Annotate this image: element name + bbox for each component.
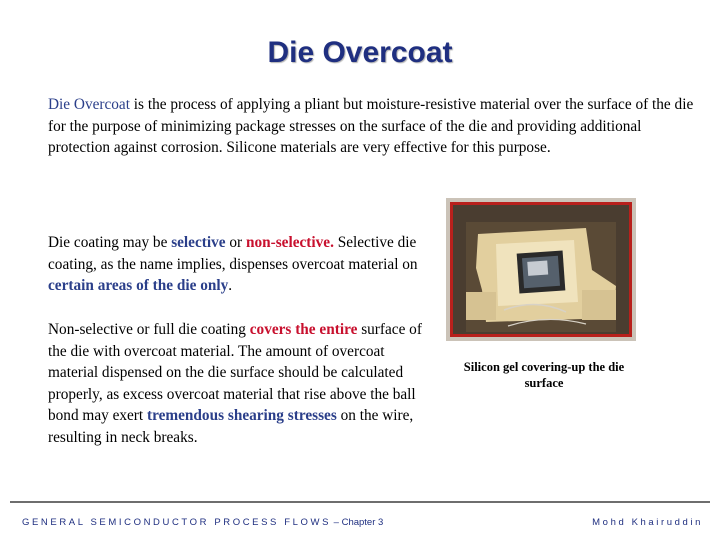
term-covers-entire: covers the entire <box>249 321 358 338</box>
slide-title: Die Overcoat <box>267 36 453 69</box>
nonselective-text-2: surface of the die with overcoat material. The amount of overcoat material dispensed on the die surface should be calculated properly, as excess overcoat material that rise above the ball bond may exert <box>48 321 422 424</box>
term-shearing-stresses: tremendous shearing stresses <box>146 407 337 424</box>
paragraph-non-selective <box>48 319 433 448</box>
definition-text: is the process of applying a pliant but moisture-resistive material over the surface of the die for the purpose of minimizing package stresses on the surface of the die and providing additional protection against corrosion. Silicone materials are very effective for this purpose. <box>48 96 694 156</box>
footer-author: Mohd Khairuddin <box>592 517 703 528</box>
paragraph-definition <box>48 94 698 159</box>
selective-text-2: or <box>225 234 246 251</box>
selective-text-1: Die coating may be <box>48 234 172 251</box>
nonselective-text-1: Non-selective or full die coating <box>48 321 250 338</box>
footer-course <box>22 517 383 528</box>
selective-text-3: Selective die coating, as the name implies, dispenses overcoat material on <box>48 234 418 273</box>
term-non-selective: non-selective. <box>245 234 334 251</box>
paragraph-selective <box>48 232 438 297</box>
figure-caption: Silicon gel covering-up the die surface <box>463 360 625 390</box>
term-die-overcoat: Die Overcoat <box>48 96 130 113</box>
term-certain-areas: certain areas of the die only <box>48 277 229 294</box>
die-photo <box>446 198 636 341</box>
footer-divider <box>10 501 710 503</box>
footer-chapter: – Chapter 3 <box>331 517 384 528</box>
die-photo-image <box>446 198 636 341</box>
footer-course-title: GENERAL SEMICONDUCTOR PROCESS FLOWS <box>22 517 332 528</box>
nonselective-text-3: on the wire, resulting in neck breaks. <box>48 407 414 446</box>
selective-text-4: . <box>228 277 233 294</box>
term-selective: selective <box>171 234 226 251</box>
